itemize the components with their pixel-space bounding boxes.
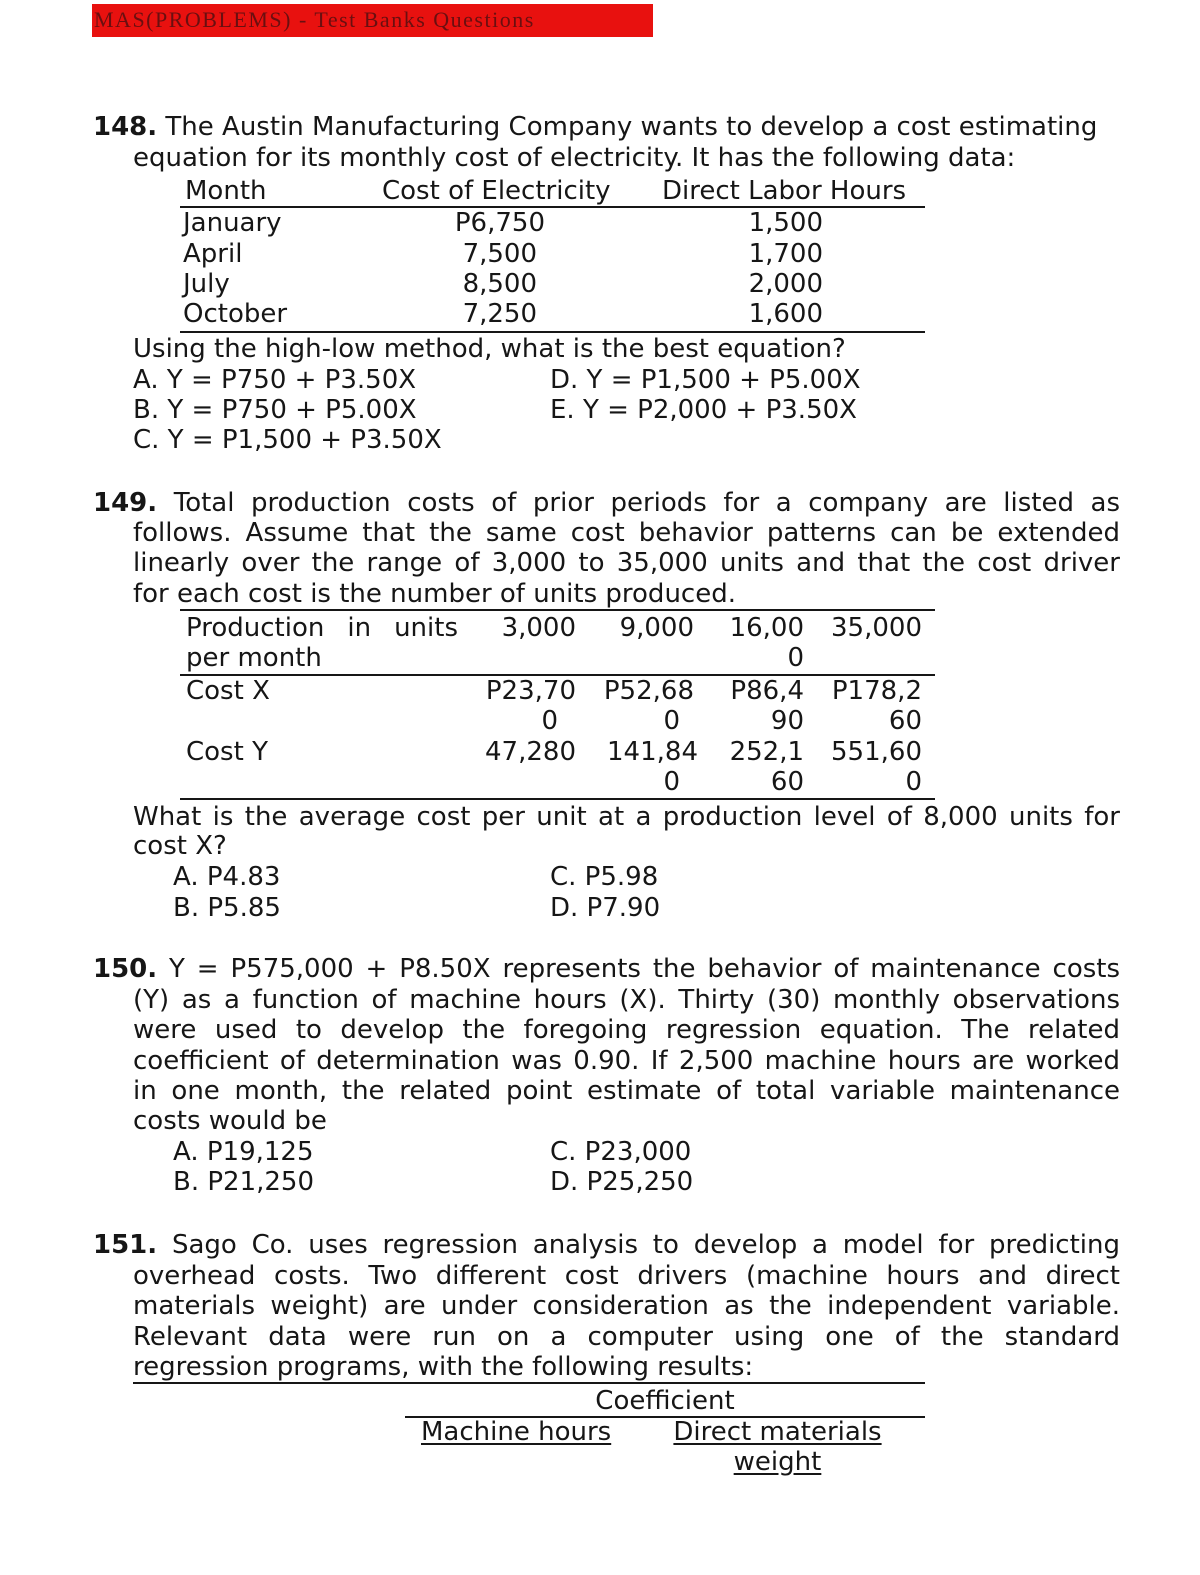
question-number: 148. [93, 112, 158, 142]
table-cell: 551,60 [831, 737, 922, 767]
table-cell: 0 [787, 643, 804, 673]
question-151-line1: 151. Sago Co. uses regression analysis to develop a model for predicting [93, 1230, 1120, 1260]
table-cell: 3,000 [501, 613, 576, 643]
option-b: B. Y = P750 + P5.00X [133, 395, 417, 425]
question-148-line1: 148. The Austin Manufacturing Company wants to develop a cost estimating [93, 112, 1098, 142]
option-d: D. P7.90 [550, 893, 661, 923]
table-cell: 35,000 [831, 613, 922, 643]
table-top-rule [180, 609, 935, 611]
table-cell: 8,500 [462, 269, 537, 299]
table-header-direct-materials: Direct materials [673, 1417, 882, 1447]
header-title: MAS(PROBLEMS) - Test Banks Questions [94, 7, 535, 32]
table-header: Direct Labor Hours [662, 176, 907, 206]
option-a: A. P4.83 [173, 862, 281, 892]
option-c: C. Y = P1,500 + P3.50X [133, 425, 442, 455]
question-150-line2: (Y) as a function of machine hours (X). Thirty (30) monthly observations [133, 985, 1120, 1015]
question-149-line4: for each cost is the number of units produced. [133, 579, 736, 609]
option-a: A. P19,125 [173, 1137, 314, 1167]
table-cell: 252,1 [729, 737, 804, 767]
table-cell: 90 [770, 706, 804, 736]
question-number: 151. [93, 1230, 158, 1260]
table-cell: P86,4 [730, 676, 804, 706]
header-banner [92, 4, 653, 37]
table-cell: P6,750 [454, 208, 545, 238]
table-cell: P52,68 [603, 676, 694, 706]
question-148-prompt: Using the high-low method, what is the best equation? [133, 334, 846, 364]
table-cell: 0 [663, 706, 680, 736]
question-149-prompt-line1: What is the average cost per unit at a production level of 8,000 units for [133, 802, 1120, 832]
table-cell: P178,2 [831, 676, 922, 706]
question-149-line1: 149. Total production costs of prior periods for a company are listed as [93, 488, 1121, 518]
table-cell: 60 [888, 706, 922, 736]
table-header-coefficient: Coefficient [595, 1386, 735, 1416]
question-150-line1: 150. Y = P575,000 + P8.50X represents the behavior of maintenance costs [93, 954, 1121, 984]
question-151-line3: materials weight) are under consideration as the independent variable. [133, 1291, 1120, 1321]
table-cell: 1,600 [748, 299, 823, 329]
table-cell: 1,700 [748, 239, 823, 269]
table-bottom-rule [180, 798, 935, 800]
table-cell: 9,000 [619, 613, 694, 643]
table-row-label: per month [186, 643, 322, 673]
table-cell: 16,00 [729, 613, 804, 643]
table-top-rule [133, 1382, 925, 1384]
table-cell: 0 [905, 767, 922, 797]
table-cell: October [183, 299, 288, 329]
table-cell: 7,250 [462, 299, 537, 329]
table-cell: 47,280 [485, 737, 576, 767]
question-151-line4: Relevant data were run on a computer using one of the standard [133, 1322, 1120, 1352]
option-d: D. Y = P1,500 + P5.00X [550, 365, 861, 395]
table-row-label: Cost X [186, 676, 270, 706]
table-cell: 1,500 [748, 208, 823, 238]
question-149-prompt-line2: cost X? [133, 831, 227, 861]
table-cell: 0 [663, 767, 680, 797]
table-bottom-rule [180, 331, 925, 333]
question-150-line3: were used to develop the foregoing regression equation. The related [133, 1015, 1120, 1045]
question-150-line4: coefficient of determination was 0.90. If 2,500 machine hours are worked [133, 1046, 1120, 1076]
question-151-line2: overhead costs. Two different cost drivers (machine hours and direct [133, 1261, 1120, 1291]
table-cell: P23,70 [485, 676, 576, 706]
question-number: 149. [93, 488, 158, 518]
table-cell: 141,84 [607, 737, 698, 767]
option-c: C. P23,000 [550, 1137, 692, 1167]
table-cell: January [183, 208, 282, 238]
option-d: D. P25,250 [550, 1167, 694, 1197]
table-header: Cost of Electricity [382, 176, 611, 206]
option-e: E. Y = P2,000 + P3.50X [550, 395, 857, 425]
table-cell: April [183, 239, 243, 269]
table-header: Month [185, 176, 267, 206]
question-151-line5: regression programs, with the following results: [133, 1352, 754, 1382]
option-b: B. P21,250 [173, 1167, 315, 1197]
question-150-line6: costs would be [133, 1106, 327, 1136]
question-149-line2: follows. Assume that the same cost behavior patterns can be extended [133, 518, 1120, 548]
table-cell: July [183, 269, 230, 299]
table-cell: 2,000 [748, 269, 823, 299]
question-number: 150. [93, 954, 158, 984]
table-header-weight: weight [733, 1447, 822, 1477]
question-150-line5: in one month, the related point estimate of total variable maintenance [133, 1076, 1120, 1106]
table-cell: 0 [541, 706, 558, 736]
table-cell: 7,500 [462, 239, 537, 269]
option-a: A. Y = P750 + P3.50X [133, 365, 417, 395]
option-b: B. P5.85 [173, 893, 281, 923]
table-row-label: Production in units [186, 613, 458, 643]
question-149-line3: linearly over the range of 3,000 to 35,000 units and that the cost driver [133, 548, 1120, 578]
table-cell: 60 [770, 767, 804, 797]
table-row-label: Cost Y [186, 737, 268, 767]
question-148-line2: equation for its monthly cost of electricity. It has the following data: [133, 143, 1016, 173]
option-c: C. P5.98 [550, 862, 659, 892]
table-header-machine-hours: Machine hours [421, 1417, 612, 1447]
